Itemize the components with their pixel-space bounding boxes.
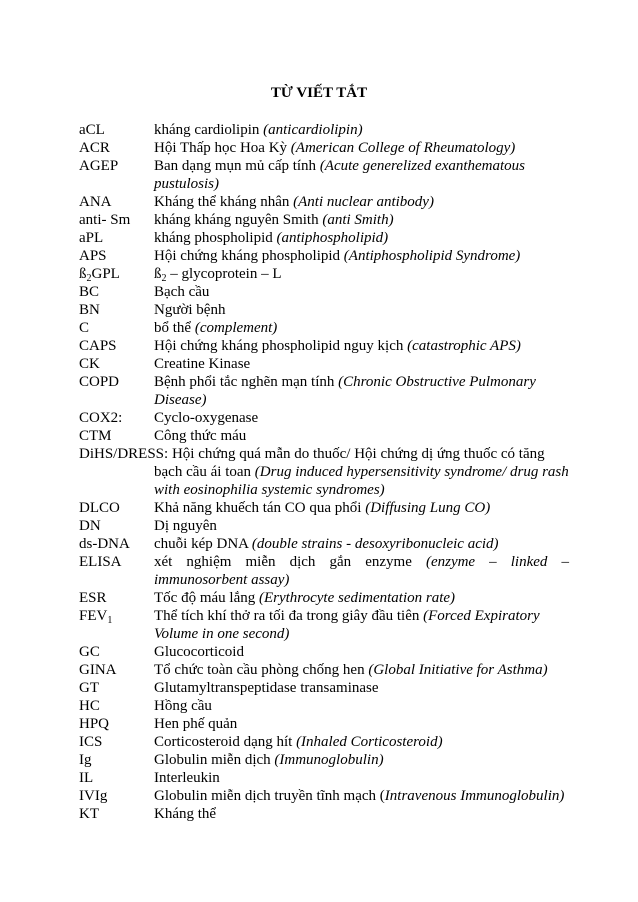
list-item <box>79 715 569 733</box>
definition: kháng kháng nguyên Smith (anti Smith) <box>154 212 394 228</box>
list-item <box>79 553 569 589</box>
list-item <box>79 337 569 355</box>
list-item <box>79 517 569 535</box>
list-item <box>79 769 569 787</box>
definition: Glucocorticoid <box>154 644 244 660</box>
abbreviation: HC <box>79 698 100 714</box>
abbreviation: aPL <box>79 230 104 246</box>
abbreviation: AGEP <box>79 158 119 174</box>
list-item <box>79 193 569 211</box>
list-item <box>79 751 569 769</box>
abbreviation: DiHS/DRESS: <box>79 446 169 462</box>
definition: Interleukin <box>154 770 220 786</box>
abbreviation: CK <box>79 356 100 372</box>
list-item <box>79 733 569 751</box>
abbreviation: anti- Sm <box>79 212 131 228</box>
abbreviation: ANA <box>79 194 112 210</box>
abbreviation: IVIg <box>79 788 108 804</box>
list-item <box>79 139 569 157</box>
definition: Corticosteroid dạng hít (Inhaled Corticosteroid) <box>154 734 443 750</box>
abbreviation: ESR <box>79 590 107 606</box>
abbreviation: $FEV_1$ <box>79 608 113 626</box>
definition: Khả năng khuếch tán CO qua phổi (Diffusing Lung CO) <box>154 500 491 516</box>
list-item <box>79 445 569 499</box>
list-item <box>79 607 569 643</box>
abbreviation: DN <box>79 518 101 534</box>
list-item <box>79 805 569 823</box>
list-item <box>79 319 569 337</box>
list-item <box>79 787 569 805</box>
abbreviation: aCL <box>79 122 105 138</box>
definition: xét nghiệm miễn dịch gắn enzyme (enzyme – linked – immunosorbent assay) <box>154 554 569 588</box>
list-item <box>79 535 569 553</box>
abbreviation: HPQ <box>79 716 110 732</box>
definition: Hội Thấp học Hoa Kỳ (American College of Rheumatology) <box>154 140 516 156</box>
abbreviation: APS <box>79 248 107 264</box>
definition: Globulin miễn dịch truyền tĩnh mạch (Intravenous Immunoglobulin) <box>154 788 565 804</box>
list-item <box>79 121 569 139</box>
abbreviation: KT <box>79 806 99 822</box>
list-item <box>79 157 569 193</box>
list-item <box>79 373 569 409</box>
list-item <box>79 679 569 697</box>
list-item <box>79 211 569 229</box>
abbreviation: $ß_2GPL$ <box>79 266 120 284</box>
abbreviation: BC <box>79 284 100 300</box>
abbreviation: CAPS <box>79 338 117 354</box>
definition: Hen phế quản <box>154 716 238 732</box>
definition: Hội chứng kháng phospholipid nguy kịch (catastrophic APS) <box>154 338 521 354</box>
abbreviation: C <box>79 320 90 336</box>
list-item <box>79 301 569 319</box>
abbreviation: ELISA <box>79 554 122 570</box>
definition: Bạch cầu <box>154 284 210 300</box>
list-item <box>79 265 569 283</box>
definition: Tốc độ máu lắng (Erythrocyte sedimentation rate) <box>154 590 456 606</box>
definition: Dị nguyên <box>154 518 217 534</box>
abbreviation: COPD <box>79 374 120 390</box>
abbreviation: GT <box>79 680 99 696</box>
definition: Cyclo-oxygenase <box>154 410 259 426</box>
abbreviation: Ig <box>79 752 92 768</box>
list-item <box>79 409 569 427</box>
list-item <box>79 697 569 715</box>
definition: Hồng cầu <box>154 698 212 714</box>
definition: Globulin miễn dịch (Immunoglobulin) <box>154 752 384 768</box>
definition: Công thức máu <box>154 428 247 444</box>
abbreviation-list <box>79 121 569 823</box>
abbreviation: IL <box>79 770 94 786</box>
list-item <box>79 643 569 661</box>
list-item <box>79 589 569 607</box>
abbreviation: GC <box>79 644 100 660</box>
definition: kháng phospholipid (antiphospholipid) <box>154 230 389 246</box>
definition: Ban dạng mụn mủ cấp tính (Acute generelized exanthematous pustulosis) <box>154 158 526 192</box>
list-item <box>79 499 569 517</box>
page-title: TỪ VIẾT TẮT <box>270 85 368 101</box>
abbreviation: ACR <box>79 140 110 156</box>
definition: Kháng thể kháng nhân (Anti nuclear antibody) <box>154 194 434 210</box>
definition: kháng cardiolipin (anticardiolipin) <box>154 122 363 138</box>
definition: Bệnh phổi tắc nghẽn mạn tính (Chronic Obstructive Pulmonary Disease) <box>154 374 536 408</box>
list-item <box>79 661 569 679</box>
definition: Người bệnh <box>154 302 226 318</box>
definition: Hội chứng kháng phospholipid (Antiphospholipid Syndrome) <box>154 248 521 264</box>
abbreviation: ds-DNA <box>79 536 130 552</box>
list-item <box>79 247 569 265</box>
abbreviation: ICS <box>79 734 103 750</box>
definition: chuỗi kép DNA (double strains - desoxyribonucleic acid) <box>154 536 499 552</box>
abbreviation: GINA <box>79 662 117 678</box>
definition: Tổ chức toàn cầu phòng chống hen (Global Initiative for Asthma) <box>154 662 548 678</box>
list-item <box>79 427 569 445</box>
abbreviation: CTM <box>79 428 112 444</box>
definition: Glutamyltranspeptidase transaminase <box>154 680 379 696</box>
definition: Thể tích khí thở ra tối đa trong giây đầu tiên (Forced Expiratory Volume in one second) <box>154 608 540 642</box>
list-item <box>79 283 569 301</box>
definition: DiHS/DRESS: Hội chứng quá mẫn do thuốc/ Hội chứng dị ứng thuốc có tăng bạch cầu ái toan (Drug induced hypersensitivity syndrome/ drug rash with eosinophilia systemic syndromes) <box>79 446 569 498</box>
definition: bổ thể (complement) <box>154 320 278 336</box>
definition: $ß_2$ – glycoprotein – L <box>154 266 282 284</box>
list-item <box>79 229 569 247</box>
abbreviation: DLCO <box>79 500 120 516</box>
abbreviation: BN <box>79 302 100 318</box>
abbreviation: COX2: <box>79 410 123 426</box>
definition: Kháng thể <box>154 806 217 822</box>
definition: Creatine Kinase <box>154 356 251 372</box>
list-item <box>79 355 569 373</box>
